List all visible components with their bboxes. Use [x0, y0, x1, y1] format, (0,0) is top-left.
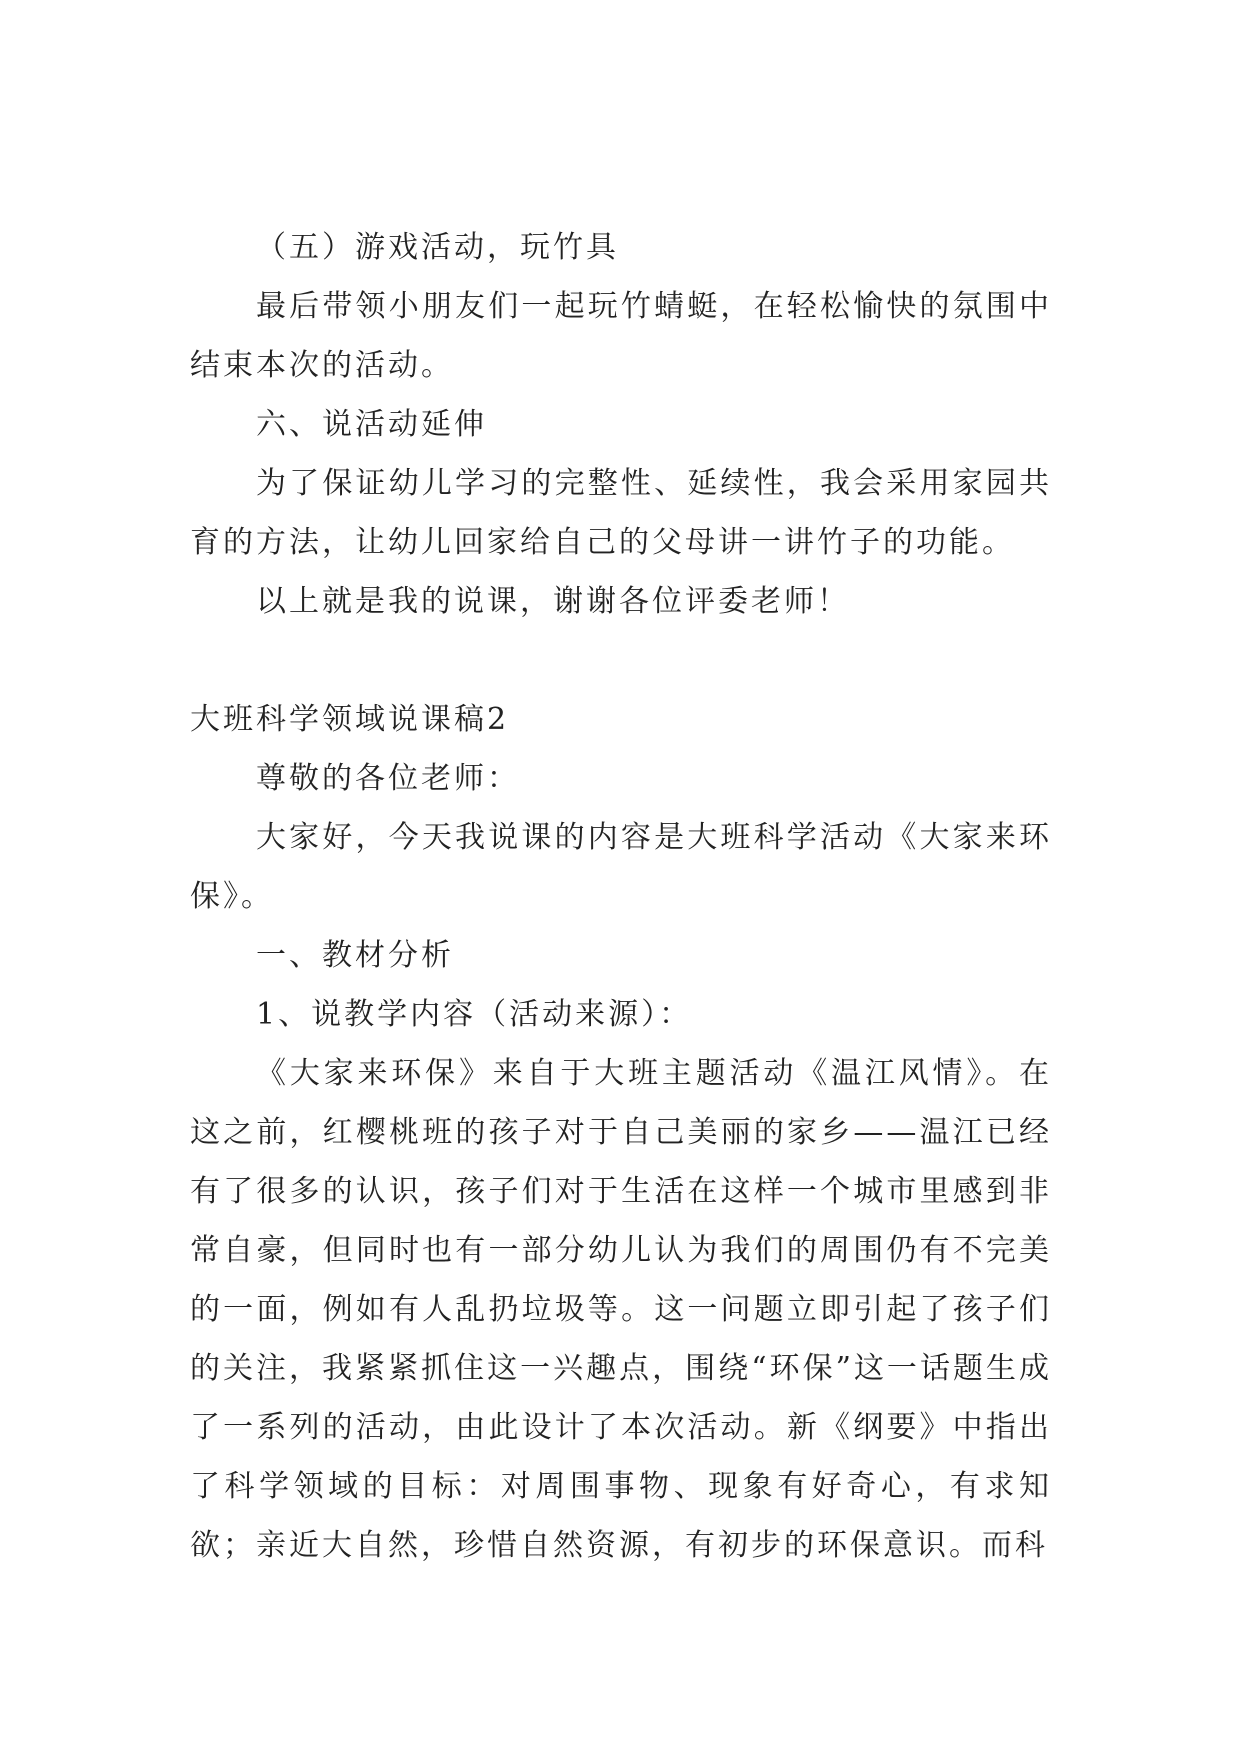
- paragraph: 《大家来环保》来自于大班主题活动《温江风情》。在这之前，红樱桃班的孩子对于自己美丽的家乡——温江已经有了很多的认识，孩子们对于生活在这样一个城市里感到非常自豪，但同时也有一部分幼儿认为我们的周围仍有不完美的一面，例如有人乱扔垃圾等。这一问题立即引起了孩子们的关注，我紧紧抓住这一兴趣点，围绕“环保”这一话题生成了一系列的活动，由此设计了本次活动。新《纲要》中指出了科学领域的目标：对周围事物、现象有好奇心，有求知欲；亲近大自然，珍惜自然资源，有初步的环保意识。而科: [190, 1056, 1052, 1563]
- document-title: 大班科学领域说课稿2: [190, 702, 510, 737]
- greeting-line: 尊敬的各位老师：: [256, 761, 520, 796]
- section-heading: 一、教材分析: [256, 938, 454, 973]
- paragraph: 最后带领小朋友们一起玩竹蜻蜓，在轻松愉快的氛围中结束本次的活动。: [190, 289, 1052, 383]
- subsection-heading: 1、说教学内容（活动来源）：: [256, 997, 693, 1032]
- section-heading: （五）游戏活动，玩竹具: [256, 230, 619, 265]
- paragraph: 大家好，今天我说课的内容是大班科学活动《大家来环保》。: [190, 820, 1052, 914]
- paragraph: 为了保证幼儿学习的完整性、延续性，我会采用家园共育的方法，让幼儿回家给自己的父母讲一讲竹子的功能。: [190, 466, 1052, 560]
- document-body: [190, 218, 1052, 1575]
- section-heading: 六、说活动延伸: [256, 407, 487, 442]
- closing-line: 以上就是我的说课，谢谢各位评委老师！: [256, 584, 850, 619]
